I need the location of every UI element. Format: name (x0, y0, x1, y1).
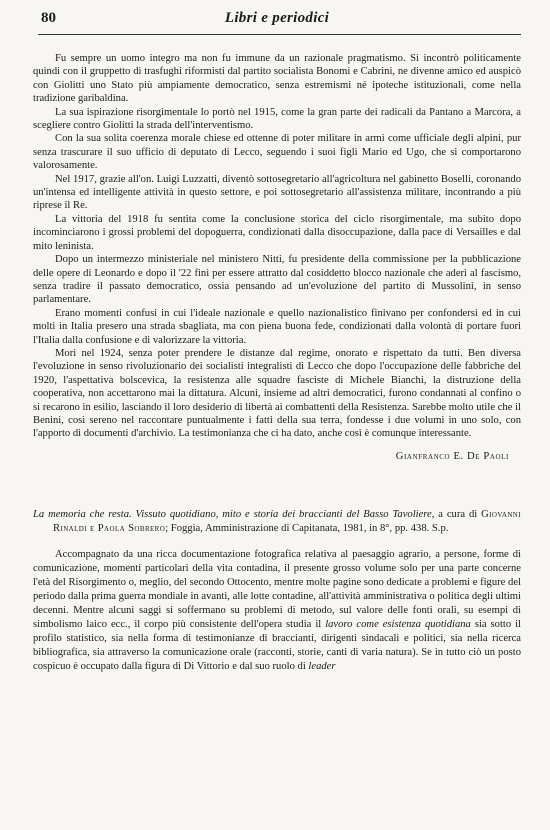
review-paragraph (33, 548, 521, 674)
review-italic-word: leader (308, 660, 336, 672)
paragraph: Erano momenti confusi in cui l'ideale nazionale e quello nazionalistico finivano per confondersi ed in cui molti in Italia presero una strada sbagliata, ma con piena buona fede, condizionati dalla volontà di portare fuori l'Italia dalla confusione e di valorizzare la vittoria. (33, 307, 521, 346)
review-body (33, 548, 521, 674)
paragraph: Nel 1917, grazie all'on. Luigi Luzzatti, diventò sottosegretario all'agricoltura nel gabinetto Boselli, coronando un'intensa ed intelligente attività in questo settore, e poi sottosegretario all'assistenza militare, incontrando a più riprese il Re. (33, 173, 521, 212)
header-rule (38, 34, 521, 35)
review-publication: ; Foggia, Amministrazione di Capitanata, 1981, in 8°, pp. 438. S.p. (165, 522, 449, 534)
author-signature: Gianfranco E. De Paoli (395, 450, 509, 462)
paragraph: La vittoria del 1918 fu sentita come la conclusione storica del ciclo risorgimentale, ma subito dopo incominciarono i grossi problemi del dopoguerra, condizionati dalla disoccupazione, dalla pace di Versailles e dal mito leninista. (33, 213, 521, 252)
review-editors: Giovanni Rinaldi e Paola Sobrero (53, 508, 521, 534)
paragraph: Con la sua solita coerenza morale chiese ed ottenne di poter militare in armi come ufficiale degli alpini, pur senza trascurare il suo ufficio di deputato di Lecco, seguendo i suoi figli Mario ed Ugo, che si comportarono valorosamente. (33, 133, 521, 172)
page-number: 80 (41, 10, 56, 26)
running-head: Libri e periodici (224, 10, 330, 26)
paragraph: Morì nel 1924, senza poter prendere le distanze dal regime, onorato e rispettato da tutti. Ben diversa l'evoluzione in senso rivoluzionario dei socialisti integralisti di Lecco che dopo l'occupazione delle fabbriche del 1920, l'aspettativa bolscevica, la resistenza alle squadre fasciste di Michele Bianchi, la distruzione della cooperativa, non accettarono mai la dittatura. Alcuni, insieme ad altri democratici, furono condannati al confino o si recarono in esilio, lasciando il loro desiderio di libertà ai combattenti della Resistenza. Sarebbe molto utile che il Benini, così sereno nel raccontare puntualmente i fatti della sua terra, fondesse i due volumi in uno solo, con l'apporto di documenti d'archivio. La testimonianza che ci ha dato, anche così è comunque interessante. (33, 347, 521, 440)
paragraph: Dopo un intermezzo ministeriale nel ministero Nitti, fu presidente della commissione per la pubblicazione delle opere di Leonardo e dopo il '22 finì per essere attratto dal cosiddetto blocco nazionale che aderì al fascismo, senza tradire il passato democratico, ossia pensando ad un'evoluzione del partito di Mussolini, in senso parlamentare. (33, 254, 521, 306)
review-text-part1: Accompagnato da una ricca documentazione fotografica relativa al paesaggio agrario, a persone, forme di comunicazione, momenti particolari della vita contadina, il presente grosso volume solo per una parte concerne l'età del Risorgimento o, meglio, del secondo Ottocento, mentre molte pagine sono dedicate a problemi e figure del periodo dalla prima guerra mondiale in avanti, alle lotte contadine, all'attività amministrativa o politica degli ultimi decenni. Mentre alcuni saggi si soffermano su problemi di metodo, sul valore delle fonti orali, su esempi di simbolismo laico ecc., il corpo più consistente dell'opera studia il (33, 548, 521, 630)
article-body (33, 52, 521, 441)
review-text-part2: sia sotto il profilo statistico, sia nella forma di testimonianze di braccianti, dirigenti sindacali e politici, sia nella ricerca bibliografica, sia attraverso la comunicazione orale (racconti, storie, canti di varia natura). Se in tutto ciò un posto cospicuo è occupato dalla figura di Di Vittorio e dal suo ruolo di (33, 618, 521, 672)
review-citation (33, 508, 521, 536)
review-title: La memoria che resta. Vissuto quotidiano, mito e storia dei braccianti del Basso Tavoliere (33, 508, 432, 520)
review-curated-prefix: , a cura di (431, 508, 482, 520)
page-header (33, 0, 521, 40)
page (33, 0, 521, 674)
paragraph: La sua ispirazione risorgimentale lo portò nel 1915, come la gran parte dei radicali da Pantano a Marcora, a scegliere contro Giolitti la strada dell'interventismo. (33, 106, 521, 132)
paragraph: Fu sempre un uomo integro ma non fu immune da un razionale pragmatismo. Si incontrò politicamente quindi con il gruppetto di trasfughi riformisti dal partito socialista Bonomi e Cabrini, ne divenne amico ed auspicò con Giolitti uno Stato più ampiamente democratico, senza estremismi né ipoteche istituzionali, come nella tradizione garibaldina. (33, 53, 521, 105)
review-italic-phrase: lavoro come esistenza quotidiana (325, 618, 471, 630)
